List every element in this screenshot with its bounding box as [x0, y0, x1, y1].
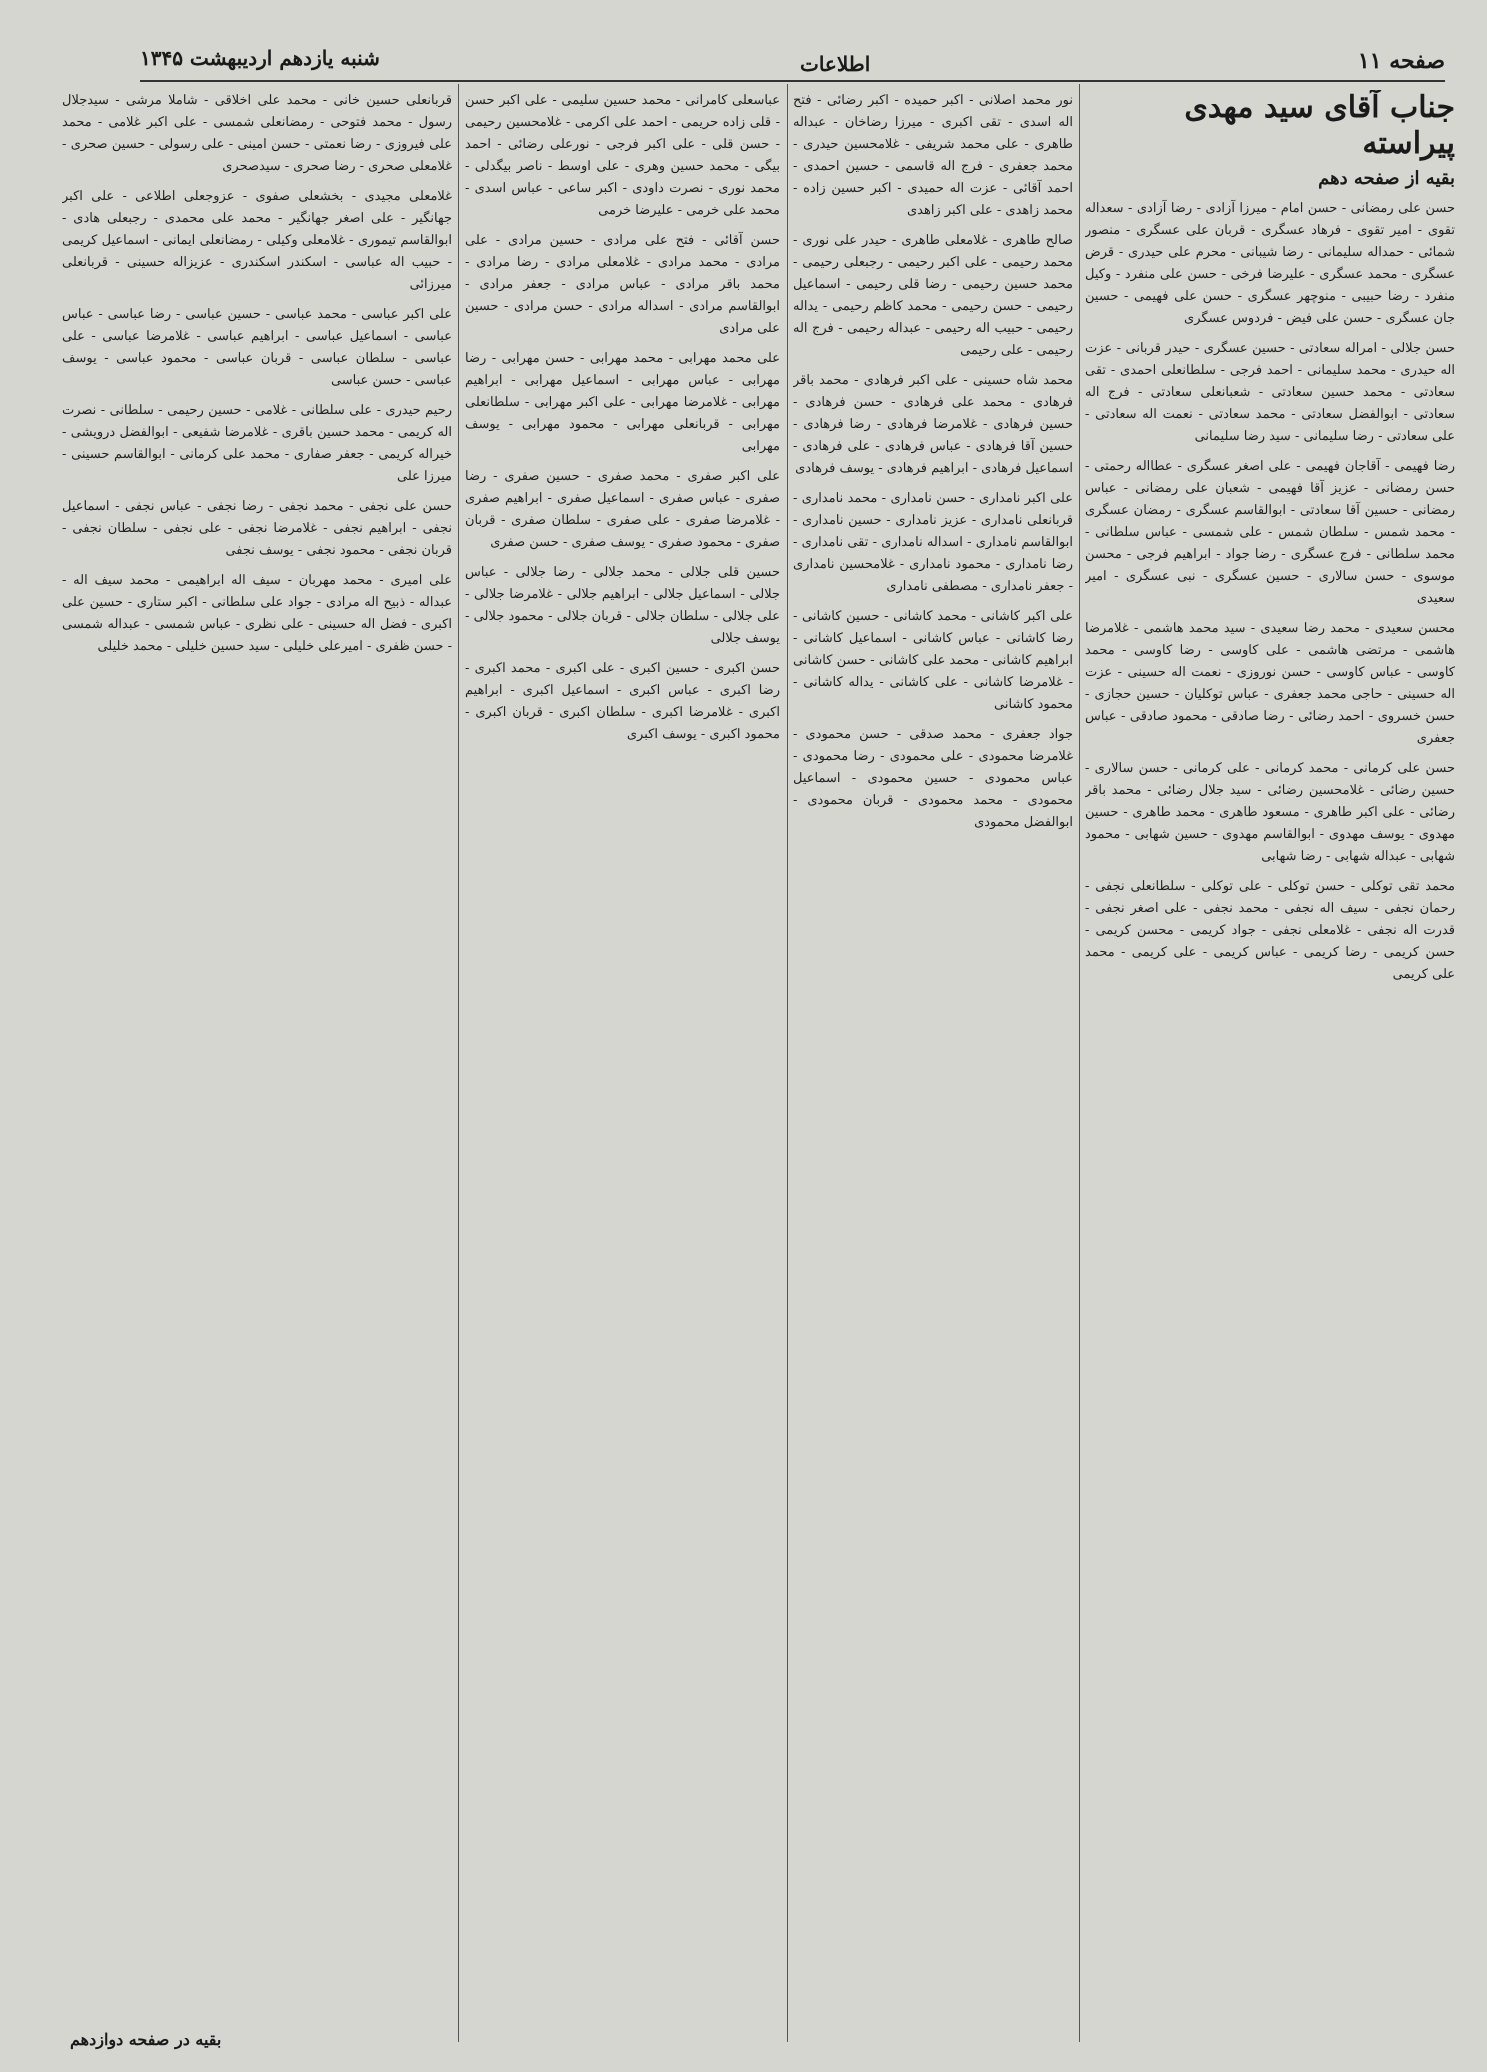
text-block: رحیم حیدری - علی سلطانی - غلامی - حسین رحیمی - سلطانی - نصرت اله کریمی - محمد حسین باقری - غلامرضا شفیعی - ابوالفضل درویشی - خیراله کریمی - جعفر صفاری - محمد علی کرمانی - ابوالقاسم حسینی - میرزا علی — [62, 403, 452, 484]
page-header — [0, 0, 1487, 78]
text-block: صالح طاهری - غلامعلی طاهری - حیدر علی نوری - محمد رحیمی - علی اکبر رحیمی - رجبعلی رحیمی - محمد حسین رحیمی - رضا قلی رحیمی - اسماعیل رحیمی - حسن رحیمی - محمد کاظم رحیمی - یداله رحیمی - حبیب اله رحیمی - عبداله رحیمی - فرج اله رحیمی - علی رحیمی — [793, 233, 1073, 358]
newspaper-name: اطلاعات — [800, 52, 871, 76]
text-block: محسن سعیدی - محمد رضا سعیدی - سید محمد هاشمی - غلامرضا هاشمی - مرتضی هاشمی - علی کاوسی - رضا کاوسی - محمد کاوسی - عباس کاوسی - حسن نوروزی - نعمت اله حسینی - عزت اله حسینی - حاجی محمد جعفری - عباس توکلیان - حسین حجازی - حسن خسروی - احمد رضائی - رضا صادقی - محمود صادقی - عباس جعفری — [1085, 621, 1455, 746]
column-1 — [1085, 90, 1455, 2032]
column-divider — [458, 84, 459, 2042]
text-block: غلامعلی مجیدی - بخشعلی صفوی - عزوجعلی اطلاعی - علی اکبر جهانگیر - علی اصغر جهانگیر - محمد علی محمدی - رجبعلی هادی - ابوالقاسم تیموری - غلامعلی وکیلی - رمضانعلی ایمانی - اسماعیل کریمی - حبیب اله عباسی - اسکندر اسکندری - عزیزاله حسینی - قربانعلی میرزائی — [62, 189, 452, 292]
text-block: حسن علی رمضانی - حسن امام - میرزا آزادی - رضا آزادی - سعداله تقوی - امیر تقوی - فرهاد عسگری - قربان علی عسگری - منصور شمائی - حمداله سلیمانی - رضا شیبانی - محرم علی حیدری - قرض عسگری - محمد عسگری - علیرضا فرخی - حسن علی منفرد - وکیل منفرد - رضا حبیبی - منوچهر عسگری - حسن علی فهیمی - حسین جان عسگری - حسن علی فیض - فردوس عسگری — [1085, 201, 1455, 326]
column-divider — [787, 84, 788, 2042]
header-rule — [140, 80, 1445, 82]
text-block: علی محمد مهرابی - محمد مهرابی - حسن مهرابی - رضا مهرابی - عباس مهرابی - اسماعیل مهرابی - ابراهیم مهرابی - غلامرضا مهرابی - علی اکبر مهرابی - سلطانعلی مهرابی - قربانعلی مهرابی - محمود مهرابی - یوسف مهرابی — [465, 351, 780, 454]
page-number: صفحه ۱۱ — [1357, 48, 1445, 74]
text-block: علی اکبر نامداری - حسن نامداری - محمد نامداری - قربانعلی نامداری - عزیز نامداری - حسین نامداری - ابوالقاسم نامداری - اسداله نامداری - تقی نامداری - رضا نامداری - محمود نامداری - غلامحسین نامداری - جعفر نامداری - مصطفی نامداری — [793, 491, 1073, 594]
text-block: علی اکبر عباسی - محمد عباسی - حسین عباسی - رضا عباسی - عباس عباسی - اسماعیل عباسی - ابراهیم عباسی - غلامرضا عباسی - علی عباسی - سلطان عباسی - قربان عباسی - محمود عباسی - یوسف عباسی - حسن عباسی — [62, 307, 452, 388]
text-block: قربانعلی حسین خانی - محمد علی اخلاقی - شاملا مرشی - سیدجلال رسول - محمد فتوحی - رمضانعلی شمسی - علی اکبر غلامی - محمد علی فیروزی - رضا نعمتی - حسن امینی - علی رسولی - حسین صحری - غلامعلی صحری - رضا صحری - سیدصحری — [62, 93, 452, 174]
text-block: حسن آقائی - فتح علی مرادی - حسین مرادی - علی مرادی - محمد مرادی - غلامعلی مرادی - رضا مرادی - محمد باقر مرادی - عباس مرادی - جعفر مرادی - ابوالقاسم مرادی - اسداله مرادی - حسن مرادی - حسین علی مرادی — [465, 233, 780, 336]
text-block: حسن علی کرمانی - محمد کرمانی - علی کرمانی - حسن سالاری - حسین رضائی - غلامحسین رضائی - سید جلال رضائی - محمد باقر رضائی - علی اکبر طاهری - مسعود طاهری - محمد طاهری - حسین مهدوی - یوسف مهدوی - ابوالقاسم مهدوی - حسین شهابی - محمود شهابی - عبداله شهابی - رضا شهابی — [1085, 761, 1455, 864]
text-block: حسن اکبری - حسین اکبری - علی اکبری - محمد اکبری - رضا اکبری - عباس اکبری - اسماعیل اکبری - ابراهیم اکبری - غلامرضا اکبری - سلطان اکبری - قربان اکبری - محمود اکبری - یوسف اکبری — [465, 661, 780, 742]
column-4 — [62, 90, 452, 2032]
text-block: علی اکبر کاشانی - محمد کاشانی - حسین کاشانی - رضا کاشانی - عباس کاشانی - اسماعیل کاشانی - ابراهیم کاشانی - محمد علی کاشانی - حسن کاشانی - غلامرضا کاشانی - علی کاشانی - یداله کاشانی - محمود کاشانی — [793, 609, 1073, 712]
column-3 — [465, 90, 780, 2032]
text-block: عباسعلی کامرانی - محمد حسین سلیمی - علی اکبر حسن - قلی زاده حریمی - احمد علی اکرمی - غلامحسین رحیمی - حسن قلی - علی اکبر فرجی - نورعلی رضائی - احمد بیگی - محمد حسین وهری - علی اوسط - ناصر بیگدلی - محمد نوری - نصرت داودی - اکبر ساعی - عباس اسدی - محمد علی خرمی - علیرضا خرمی — [465, 93, 780, 218]
text-block: رضا فهیمی - آقاجان فهیمی - علی اصغر عسگری - عطااله رحمتی - حسن رمضانی - عزیز آقا فهیمی - شعبان علی رمضانی - عباس رمضانی - حسین آقا سعادتی - ابوالقاسم عسگری - رمضان عسگری - محمد شمس - سلطان شمس - علی شمسی - عباس سلطانی - محمد سلطانی - فرج عسگری - رضا جواد - ابراهیم فرجی - محسن موسوی - حسن سالاری - حسین عسگری - نبی عسگری - امیر سعیدی — [1085, 459, 1455, 606]
issue-date: شنبه یازدهم اردیبهشت ۱۳۴۵ — [140, 46, 380, 70]
text-block: نور محمد اصلانی - اکبر حمیده - اکبر رضائی - فتح اله اسدی - تقی اکبری - میرزا رضاخان - عبداله طاهری - علی محمد شریفی - غلامحسین حیدری - محمد جعفری - فرج اله قاسمی - حسین احمدی - احمد آقائی - عزت اله حمیدی - اکبر حسین زاده - محمد زاهدی - علی اکبر زاهدی — [793, 93, 1073, 218]
text-block: حسن جلالی - امراله سعادتی - حسین عسگری - حیدر قربانی - عزت اله حیدری - محمد سلیمانی - احمد فرجی - سلطانعلی احمدی - تقی سعادتی - محمد حسین سعادتی - شعبانعلی سعادتی - فرج اله سعادتی - ابوالفضل سعادتی - محمد سعادتی - نعمت اله سعادتی - علی سعادتی - رضا سلیمانی - سید رضا سلیمانی — [1085, 341, 1455, 444]
article-headline: جناب آقای سید مهدی پیراسته — [1184, 90, 1455, 161]
column-2 — [793, 90, 1073, 2032]
continued-to: بقیه در صفحه دوازدهم — [70, 2030, 222, 2049]
text-block: علی امیری - محمد مهربان - سیف اله ابراهیمی - محمد سیف اله - عبداله - ذبیح اله مرادی - جواد علی سلطانی - اکبر ستاری - حسین علی اکبری - فضل اله حسینی - علی نظری - عباس شمسی - عبداله شمسی - حسن ظفری - امیرعلی خلیلی - سید حسین خلیلی - محمد خلیلی — [62, 573, 452, 654]
text-block: حسین قلی جلالی - محمد جلالی - رضا جلالی - عباس جلالی - اسماعیل جلالی - ابراهیم جلالی - غلامرضا جلالی - علی جلالی - سلطان جلالی - قربان جلالی - محمود جلالی - یوسف جلالی — [465, 565, 780, 646]
text-block: محمد شاه حسینی - علی اکبر فرهادی - محمد باقر فرهادی - محمد علی فرهادی - حسن فرهادی - حسین فرهادی - غلامرضا فرهادی - رضا فرهادی - حسین آقا فرهادی - عباس فرهادی - علی فرهادی - اسماعیل فرهادی - ابراهیم فرهادی - یوسف فرهادی — [793, 373, 1073, 476]
text-block: محمد تقی توکلی - حسن توکلی - علی توکلی - سلطانعلی نجفی - رحمان نجفی - سیف اله نجفی - محمد نجفی - علی اصغر نجفی - قدرت اله نجفی - غلامعلی نجفی - جواد کریمی - محسن کریمی - حسن کریمی - رضا کریمی - عباس کریمی - علی کریمی - محمد علی کریمی — [1085, 879, 1455, 982]
column-divider — [1079, 84, 1080, 2042]
text-block: جواد جعفری - محمد صدقی - حسن محمودی - غلامرضا محمودی - علی محمودی - رضا محمودی - عباس محمودی - حسین محمودی - اسماعیل محمودی - محمد محمودی - قربان محمودی - ابوالفضل محمودی — [793, 727, 1073, 830]
text-block: علی اکبر صفری - محمد صفری - حسین صفری - رضا صفری - عباس صفری - اسماعیل صفری - ابراهیم صفری - غلامرضا صفری - علی صفری - سلطان صفری - قربان صفری - محمود صفری - یوسف صفری - حسن صفری — [465, 469, 780, 550]
text-block: حسن علی نجفی - محمد نجفی - رضا نجفی - عباس نجفی - اسماعیل نجفی - ابراهیم نجفی - غلامرضا نجفی - علی نجفی - سلطان نجفی - قربان نجفی - محمود نجفی - یوسف نجفی — [62, 499, 452, 558]
continued-from: بقیه از صفحه دهم — [1318, 168, 1455, 189]
